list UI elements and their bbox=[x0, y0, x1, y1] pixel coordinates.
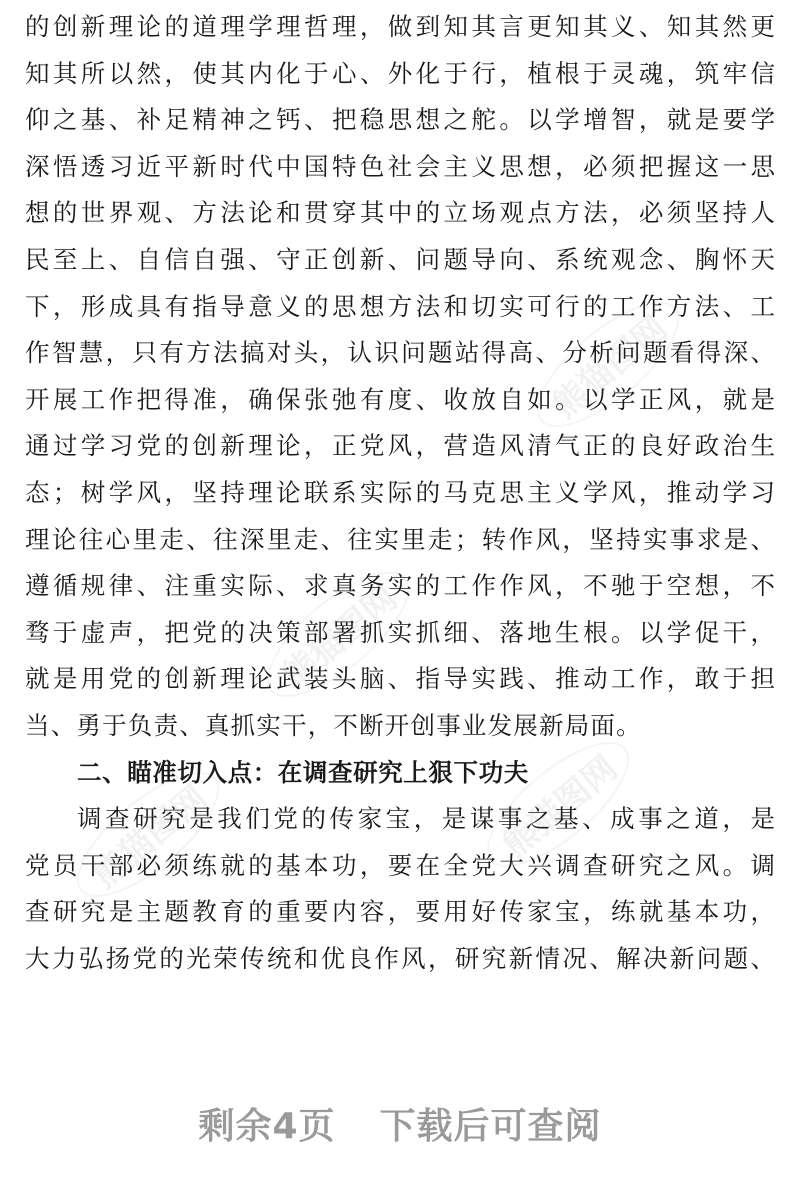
body-line: 民至上、自信自强、守正创新、问题导向、系统观念、胸怀天 bbox=[25, 244, 775, 274]
body-line: 通过学习党的创新理论，正党风，营造风清气正的良好政治生 bbox=[25, 431, 775, 461]
section-heading: 二、瞄准切入点：在调查研究上狠下功夫 bbox=[77, 757, 529, 787]
body-line: 骛于虚声，把党的决策部署抓实抓细、落地生根。以学促干， bbox=[25, 617, 775, 647]
download-to-view-label: 下载后可查阅 bbox=[379, 1106, 602, 1147]
watermark: 熊猫图网 bbox=[468, 722, 647, 888]
body-line: 就是用党的创新理论武装头脑、指导实践、推动工作，敢于担 bbox=[25, 664, 775, 694]
watermark: 熊猫图网 bbox=[248, 552, 427, 718]
watermark: 熊猫图网 bbox=[518, 282, 697, 448]
body-line: 的创新理论的道理学理哲理，做到知其言更知其义、知其然更 bbox=[25, 12, 775, 41]
body-line: 遵循规律、注重实际、求真务实的工作作风，不驰于空想，不 bbox=[25, 571, 775, 601]
body-line: 深悟透习近平新时代中国特色社会主义思想，必须把握这一思 bbox=[25, 151, 775, 181]
body-line: 当、勇于负责、真抓实干，不断开创事业发展新局面。 bbox=[25, 710, 642, 740]
body-line: 理论往心里走、往深里走、往实里走；转作风，坚持实事求是、 bbox=[25, 524, 775, 554]
document-body bbox=[25, 4, 775, 982]
body-line: 开展工作把得准，确保张弛有度、收放自如。以学正风，就是 bbox=[25, 384, 775, 414]
watermark: 熊猫图网 bbox=[58, 752, 237, 918]
download-prompt[interactable] bbox=[0, 1098, 800, 1149]
remaining-pages-label: 剩余4页 bbox=[198, 1106, 336, 1147]
body-line: 下，形成具有指导意义的思想方法和切实可行的工作方法、工 bbox=[25, 291, 775, 321]
body-line: 想的世界观、方法论和贯穿其中的立场观点方法，必须坚持人 bbox=[25, 198, 775, 228]
body-line: 仰之基、补足精神之钙、把稳思想之舵。以学增智，就是要学 bbox=[25, 105, 775, 135]
body-line: 作智慧，只有方法搞对头，认识问题站得高、分析问题看得深、 bbox=[25, 338, 775, 368]
body-line: 态；树学风，坚持理论联系实际的马克思主义学风，推动学习 bbox=[25, 477, 775, 507]
body-line: 查研究是主题教育的重要内容，要用好传家宝，练就基本功， bbox=[25, 897, 775, 927]
body-line: 党员干部必须练就的基本功，要在全党大兴调查研究之风。调 bbox=[25, 850, 775, 880]
body-line: 知其所以然，使其内化于心、外化于行，植根于灵魂，筑牢信 bbox=[25, 58, 775, 88]
body-line: 调查研究是我们党的传家宝，是谋事之基、成事之道，是 bbox=[77, 804, 775, 834]
body-line: 大力弘扬党的光荣传统和优良作风，研究新情况、解决新问题、 bbox=[25, 943, 775, 973]
